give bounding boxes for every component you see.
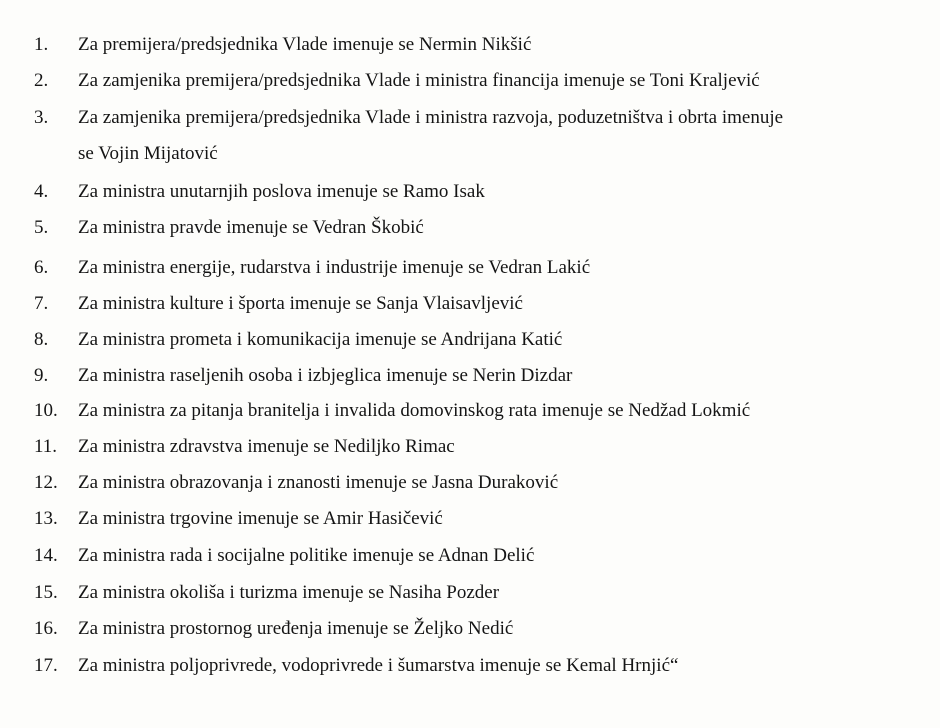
item-text: Za ministra zdravstva imenuje se Nediljko Rimac — [78, 436, 455, 457]
item-number: 5. — [34, 217, 49, 238]
item-text: Za ministra trgovine imenuje se Amir Hasičević — [78, 508, 443, 529]
item-text: Za zamjenika premijera/predsjednika Vlade i ministra financija imenuje se Toni Kraljević — [78, 70, 760, 91]
item-text: Za ministra okoliša i turizma imenuje se Nasiha Pozder — [78, 582, 500, 603]
item-number: 3. — [34, 107, 49, 128]
item-number: 9. — [34, 365, 49, 386]
item-text: Za ministra prostornog uređenja imenuje se Željko Nedić — [78, 618, 514, 639]
item-text: Za ministra kulture i športa imenuje se Sanja Vlaisavljević — [78, 293, 523, 314]
item-text: Za ministra poljoprivrede, vodoprivrede i šumarstva imenuje se Kemal Hrnjić“ — [78, 655, 679, 676]
item-text: Za ministra za pitanja branitelja i invalida domovinskog rata imenuje se Nedžad Lokmić — [78, 400, 751, 421]
item-text: Za ministra rada i socijalne politike imenuje se Adnan Delić — [78, 545, 535, 566]
item-number: 12. — [34, 472, 58, 493]
item-text: Za ministra unutarnjih poslova imenuje se Ramo Isak — [78, 181, 485, 202]
item-text-line1: Za zamjenika premijera/predsjednika Vlade i ministra razvoja, poduzetništva i obrta imenuje — [78, 107, 784, 128]
item-number: 1. — [34, 34, 49, 55]
item-number: 15. — [34, 582, 58, 603]
item-text: Za ministra pravde imenuje se Vedran Škobić — [78, 217, 424, 238]
item-text: Za ministra raseljenih osoba i izbjeglica imenuje se Nerin Dizdar — [78, 365, 573, 386]
item-text-line2: se Vojin Mijatović — [78, 143, 218, 164]
item-number: 10. — [34, 400, 58, 421]
item-number: 14. — [34, 545, 58, 566]
item-text: Za premijera/predsjednika Vlade imenuje se Nermin Nikšić — [78, 34, 532, 55]
item-number: 2. — [34, 70, 49, 91]
item-text: Za ministra energije, rudarstva i industrije imenuje se Vedran Lakić — [78, 257, 591, 278]
item-number: 13. — [34, 508, 58, 529]
item-number: 6. — [34, 257, 49, 278]
item-number: 8. — [34, 329, 49, 350]
item-number: 4. — [34, 181, 49, 202]
item-number: 17. — [34, 655, 58, 676]
item-number: 11. — [34, 436, 58, 457]
item-text: Za ministra obrazovanja i znanosti imenuje se Jasna Duraković — [78, 472, 559, 493]
item-text: Za ministra prometa i komunikacija imenuje se Andrijana Katić — [78, 329, 563, 350]
item-number: 7. — [34, 293, 49, 314]
item-number: 16. — [34, 618, 58, 639]
